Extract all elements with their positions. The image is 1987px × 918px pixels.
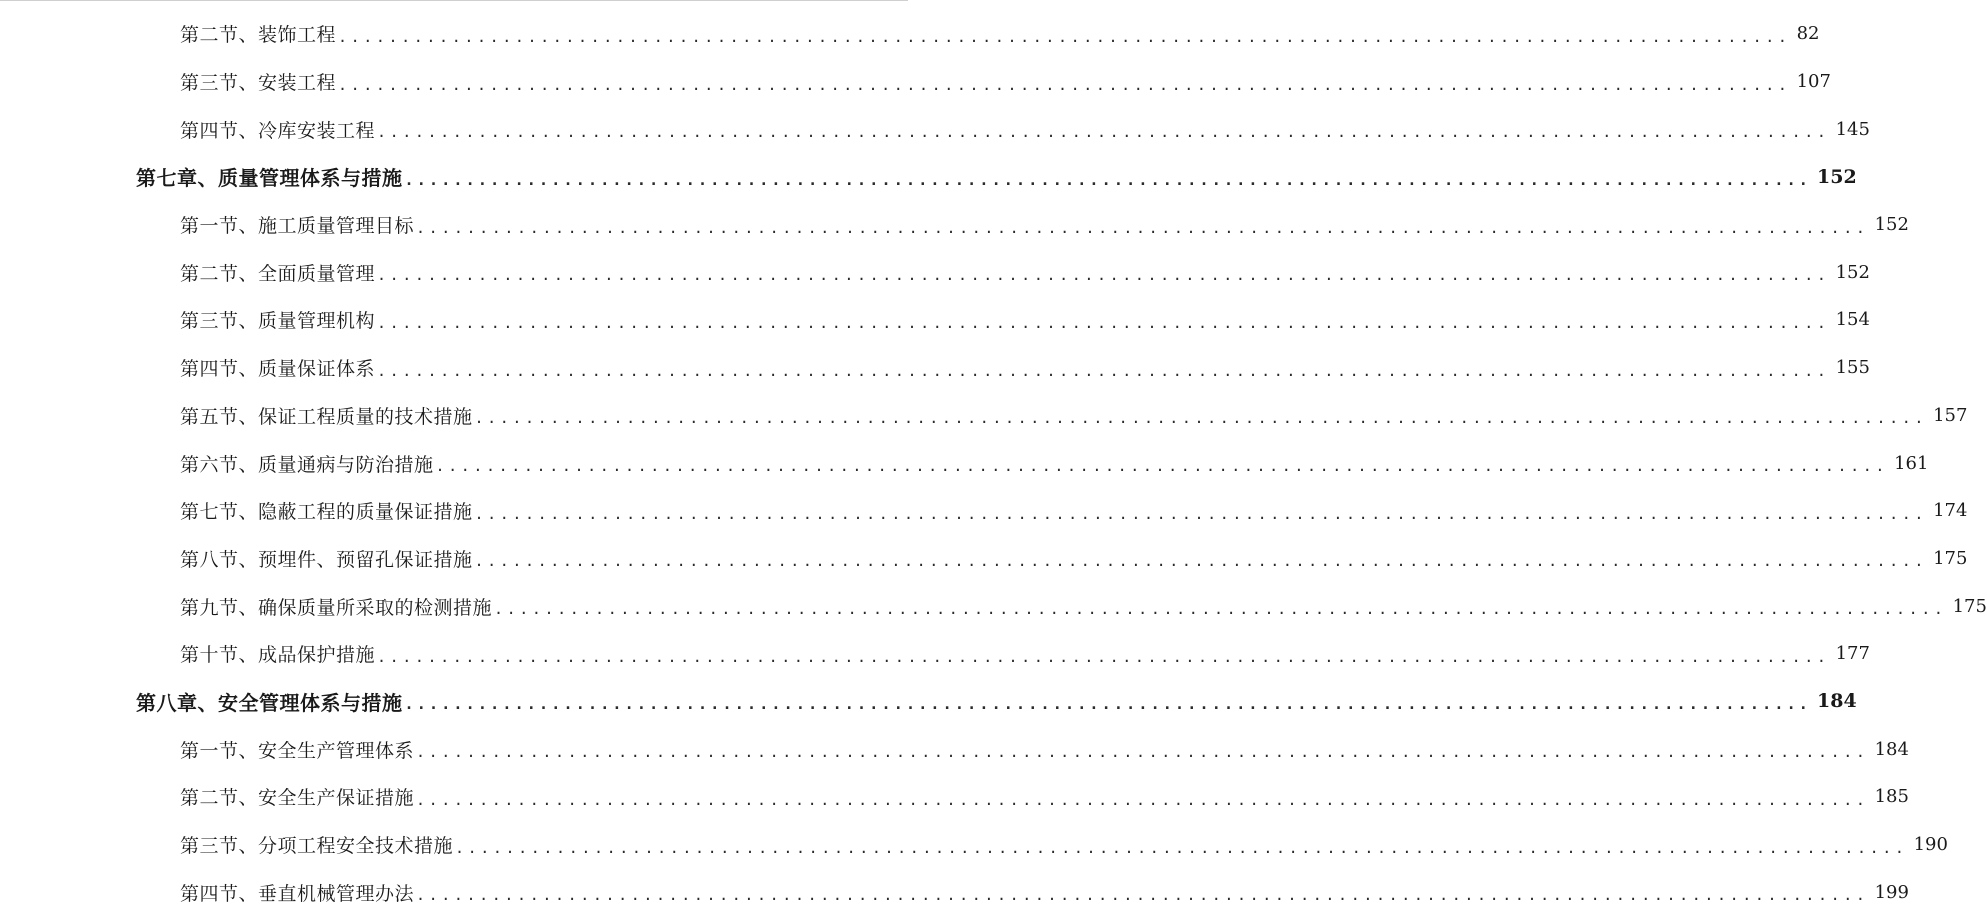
toc-entry[interactable]	[0, 439, 1929, 487]
toc-entry[interactable]	[0, 105, 1870, 153]
dot-leader: ...................................................................................................................	[338, 27, 1791, 46]
toc-entry-label: 第四节、质量保证体系	[180, 358, 376, 381]
toc-entry-page-number: 155	[1835, 357, 1870, 379]
toc-chapter-page-number: 184	[1817, 690, 1857, 713]
toc-chapter-label: 第八章、安全管理体系与措施	[136, 690, 403, 715]
toc-entry[interactable]	[0, 582, 1987, 630]
dot-leader: ...................................................................................................................	[416, 743, 1869, 762]
toc-entry-label: 第一节、施工质量管理目标	[180, 215, 415, 238]
toc-chapter-page-number: 152	[1817, 165, 1857, 188]
dot-leader: ...................................................................................................................	[377, 361, 1830, 380]
toc-entry[interactable]	[0, 535, 1968, 583]
toc-entry[interactable]	[0, 392, 1968, 440]
toc-entry-label: 第九节、确保质量所采取的检测措施	[180, 596, 493, 619]
toc-entry-page-number: 185	[1874, 786, 1909, 808]
toc-entry-page-number: 157	[1933, 404, 1968, 426]
dot-leader: ...................................................................................................................	[377, 266, 1830, 285]
toc-entry-label: 第三节、质量管理机构	[180, 310, 376, 333]
toc-entry-page-number: 199	[1874, 881, 1909, 903]
toc-entry[interactable]	[0, 773, 1909, 821]
toc-entry-label: 第七节、隐蔽工程的质量保证措施	[180, 501, 473, 524]
toc-entry-page-number: 190	[1913, 834, 1948, 856]
toc-entry-label: 第四节、冷库安装工程	[180, 119, 376, 142]
toc-entry-page-number: 184	[1874, 738, 1909, 760]
toc-entry-page-number: 154	[1835, 309, 1870, 331]
toc-entry-label: 第八节、预埋件、预留孔保证措施	[180, 548, 473, 571]
dot-leader: ...................................................................................................................	[494, 600, 1947, 619]
dot-leader: ...................................................................................................................	[455, 838, 1908, 857]
toc-entry[interactable]	[0, 630, 1870, 678]
dot-leader: ...................................................................................................................	[474, 409, 1928, 428]
toc-entry-label: 第四节、垂直机械管理办法	[180, 882, 415, 905]
toc-entry-label: 第二节、安全生产保证措施	[180, 787, 415, 810]
dot-leader: ...................................................................................................................	[377, 123, 1830, 142]
toc-entry[interactable]	[0, 10, 1820, 58]
toc-entry[interactable]	[0, 868, 1909, 916]
toc-entry-page-number: 175	[1933, 547, 1968, 569]
toc-entry-label: 第二节、全面质量管理	[180, 262, 376, 285]
dot-leader: ...................................................................................................................	[377, 313, 1830, 332]
dot-leader: ...................................................................................................................	[338, 75, 1791, 94]
toc-entry[interactable]	[0, 201, 1909, 249]
dot-leader: ...................................................................................................................	[416, 790, 1869, 809]
toc-entry-label: 第三节、分项工程安全技术措施	[180, 835, 454, 858]
toc-entry[interactable]	[0, 487, 1968, 535]
toc-entry[interactable]	[0, 248, 1870, 296]
page-top-edge	[0, 0, 908, 1]
toc-entry[interactable]	[0, 296, 1870, 344]
toc-entry-label: 第二节、装饰工程	[180, 24, 337, 47]
toc-entry-page-number: 152	[1874, 214, 1909, 236]
table-of-contents	[0, 10, 1987, 916]
dot-leader: ...................................................................................................................	[474, 552, 1928, 571]
toc-entry-label: 第六节、质量通病与防治措施	[180, 453, 434, 476]
toc-entry-label: 第十节、成品保护措施	[180, 644, 376, 667]
toc-chapter-label: 第七章、质量管理体系与措施	[136, 166, 403, 191]
dot-leader: ...................................................................................................................	[474, 504, 1928, 523]
dot-leader: ...................................................................................................................	[416, 218, 1869, 237]
toc-entry-page-number: 174	[1933, 500, 1968, 522]
toc-entry-label: 第一节、安全生产管理体系	[180, 739, 415, 762]
toc-entry-page-number: 161	[1894, 452, 1929, 474]
toc-entry[interactable]	[0, 725, 1909, 773]
toc-entry[interactable]	[0, 821, 1948, 869]
dot-leader: ...................................................................................................................	[416, 886, 1869, 905]
toc-chapter-entry[interactable]	[0, 678, 1857, 726]
toc-entry-label: 第五节、保证工程质量的技术措施	[180, 405, 473, 428]
toc-entry-label: 第三节、安装工程	[180, 72, 337, 95]
toc-entry-page-number: 152	[1835, 261, 1870, 283]
dot-leader: ...................................................................................................................	[404, 170, 1812, 189]
dot-leader: ...................................................................................................................	[377, 647, 1830, 666]
toc-entry-page-number: 177	[1835, 643, 1870, 665]
toc-entry-page-number: 107	[1796, 71, 1831, 93]
toc-chapter-entry[interactable]	[0, 153, 1857, 201]
dot-leader: ...................................................................................................................	[435, 457, 1889, 476]
toc-entry-page-number: 175	[1952, 595, 1987, 617]
dot-leader: ...................................................................................................................	[404, 695, 1812, 714]
toc-entry-page-number: 82	[1796, 23, 1820, 45]
toc-entry[interactable]	[0, 344, 1870, 392]
toc-entry-page-number: 145	[1835, 118, 1870, 140]
toc-entry[interactable]	[0, 58, 1831, 106]
